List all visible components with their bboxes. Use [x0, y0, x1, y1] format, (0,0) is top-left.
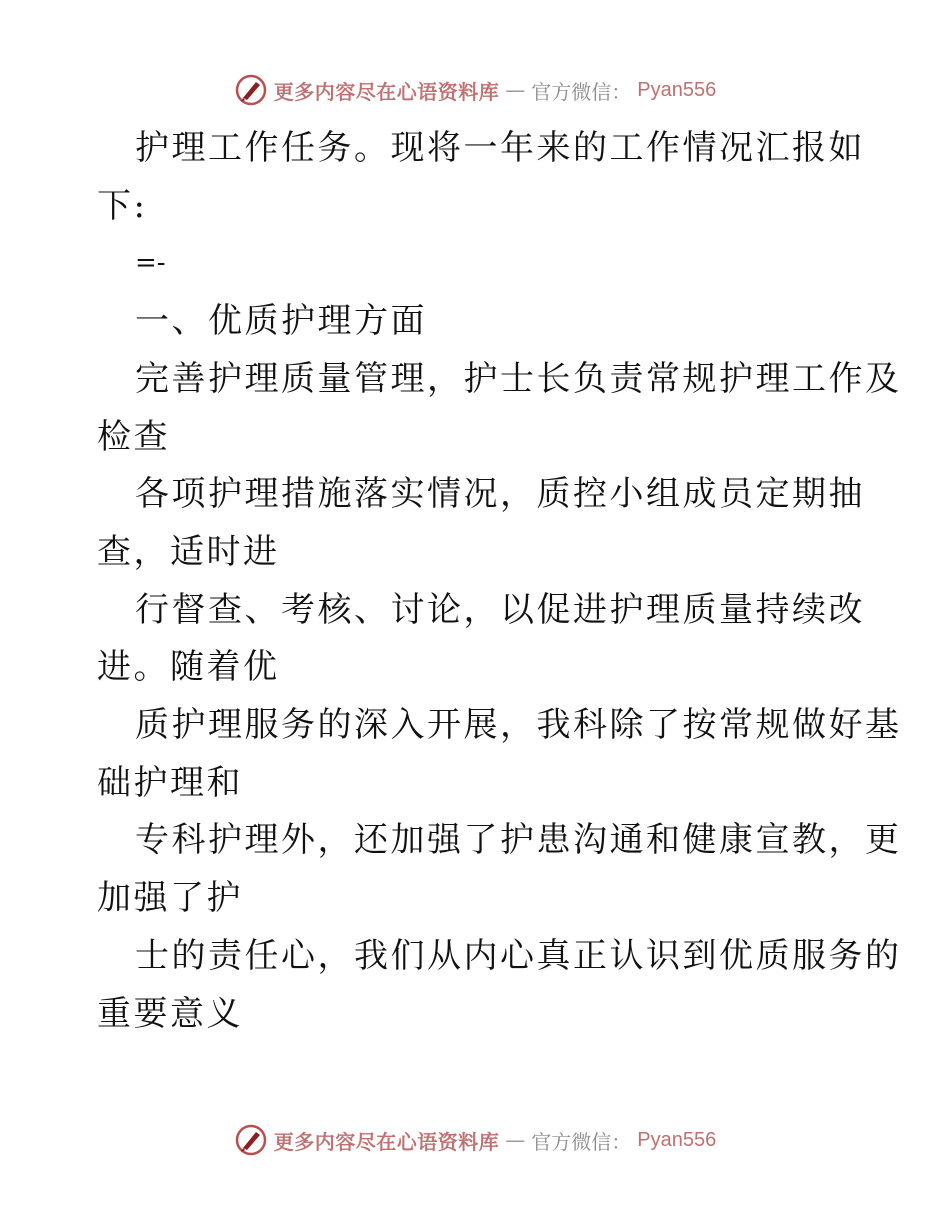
- text-line: 检查: [97, 416, 170, 457]
- section-heading: 一、优质护理方面: [135, 301, 427, 342]
- text-line: 进。随着优: [97, 647, 280, 688]
- quill-pen-circle-icon: [234, 1123, 268, 1157]
- banner-wechat-id: Pyan556: [637, 78, 717, 101]
- footer-banner: [0, 1120, 950, 1160]
- text-line: 重要意义: [97, 993, 243, 1034]
- text-line: 础护理和: [97, 762, 243, 803]
- banner-separator: —: [505, 1128, 526, 1152]
- text-line: 查，适时进: [97, 531, 280, 572]
- text-line: 专科护理外，还加强了护患沟通和健康宣教，更: [135, 820, 902, 861]
- quill-pen-circle-icon: [234, 73, 268, 107]
- banner-main-text: 更多内容尽在心语资料库: [273, 79, 500, 104]
- text-line: 完善护理质量管理，护士长负责常规护理工作及: [135, 358, 902, 399]
- text-line: 质护理服务的深入开展，我科除了按常规做好基: [135, 705, 902, 746]
- banner-wechat-label: 官方微信：: [531, 79, 632, 104]
- header-banner: [0, 70, 950, 110]
- document-body: [97, 120, 902, 1043]
- text-line: 加强了护: [97, 878, 243, 919]
- text-line: 护理工作任务。现将一年来的工作情况汇报如: [135, 128, 865, 168]
- banner-wechat-id: Pyan556: [637, 1128, 717, 1151]
- text-line: =-: [135, 248, 166, 279]
- banner-separator: —: [505, 78, 526, 102]
- text-line: 下:: [97, 185, 148, 226]
- banner-main-text: 更多内容尽在心语资料库: [273, 1129, 500, 1154]
- text-line: 各项护理措施落实情况，质控小组成员定期抽: [135, 474, 865, 515]
- banner-wechat-label: 官方微信：: [531, 1129, 632, 1154]
- text-line: 行督查、考核、讨论，以促进护理质量持续改: [135, 589, 865, 630]
- text-line: 士的责任心，我们从内心真正认识到优质服务的: [135, 935, 902, 976]
